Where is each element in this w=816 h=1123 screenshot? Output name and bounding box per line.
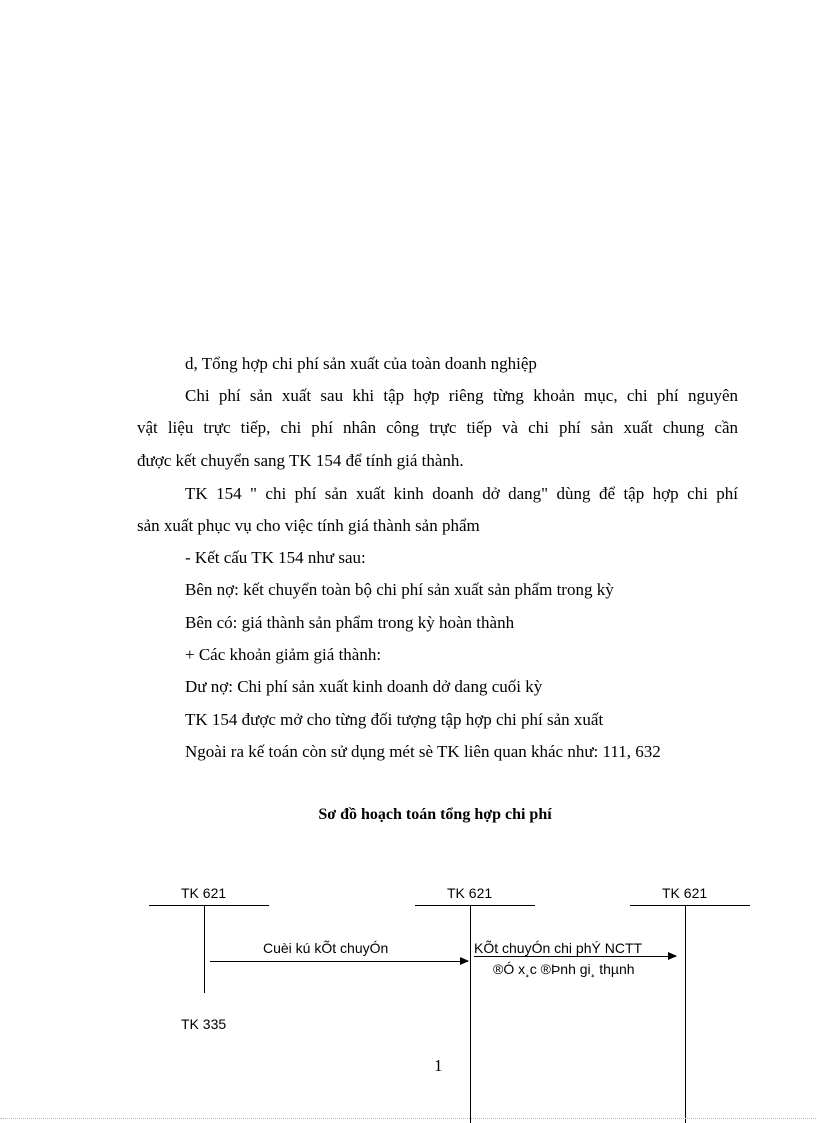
paragraph-2-line-2: sản xuất phục vụ cho việc tính giá thành sản phẩm: [137, 516, 480, 535]
account-left-label: TK 621: [181, 885, 227, 901]
page-bottom-edge: [0, 1118, 816, 1119]
section-heading: d, Tổng hợp chi phí sản xuất của toàn doanh nghiệp: [185, 354, 537, 373]
account-lower-label: TK 335: [181, 1016, 227, 1032]
arrow-2-label-line-2: ®Ó x¸c ®Þnh gi¸ thµnh: [493, 961, 635, 977]
opened-for-line: TK 154 được mở cho từng đối tượng tập hợp chi phí sản xuất: [185, 710, 604, 729]
account-middle-label: TK 621: [447, 885, 493, 901]
account-middle-top-line: [415, 905, 535, 906]
account-right-label: TK 621: [662, 885, 708, 901]
credit-side: Bên có: giá thành sản phẩm trong kỳ hoàn thành: [185, 613, 515, 632]
paragraph-1-line-1: Chi phí sản xuất sau khi tập hợp riêng từng khoản mục, chi phí nguyên: [185, 386, 738, 405]
reductions-label: + Các khoản giảm giá thành:: [185, 645, 382, 664]
page-number: 1: [434, 1056, 443, 1075]
account-right-top-line: [630, 905, 750, 906]
arrow-1-label: Cuèi kú kÕt chuyÓn: [263, 940, 389, 956]
arrow-2: [474, 956, 676, 957]
account-middle-vertical-line: [470, 905, 471, 1123]
diagram-title: Sơ đồ hoạch toán tổng hợp chi phí: [318, 806, 552, 823]
structure-label: - Kết cấu TK 154 như sau:: [185, 548, 366, 567]
other-accounts-line: Ngoài ra kế toán còn sử dụng mét sè TK liên quan khác như: 111, 632: [185, 742, 661, 761]
account-right-vertical-line: [685, 905, 686, 1123]
account-left-top-line: [149, 905, 269, 906]
account-left-vertical-line: [204, 905, 205, 993]
balance-line: Dư nợ: Chi phí sản xuất kinh doanh dở dang cuối kỳ: [185, 677, 543, 696]
paragraph-1-line-2: vật liệu trực tiếp, chi phí nhân công trực tiếp và chi phí sản xuất chung cần: [137, 418, 738, 437]
paragraph-1-line-3: được kết chuyển sang TK 154 để tính giá thành.: [137, 451, 464, 470]
paragraph-2-line-1: TK 154 " chi phí sản xuất kinh doanh dở dang" dùng để tập hợp chi phí: [185, 484, 738, 503]
debit-side: Bên nợ: kết chuyển toàn bộ chi phí sản xuất sản phẩm trong kỳ: [185, 580, 614, 599]
arrow-1: [210, 961, 468, 962]
arrow-2-label-line-1: KÕt chuyÓn chi phÝ NCTT: [474, 940, 643, 956]
